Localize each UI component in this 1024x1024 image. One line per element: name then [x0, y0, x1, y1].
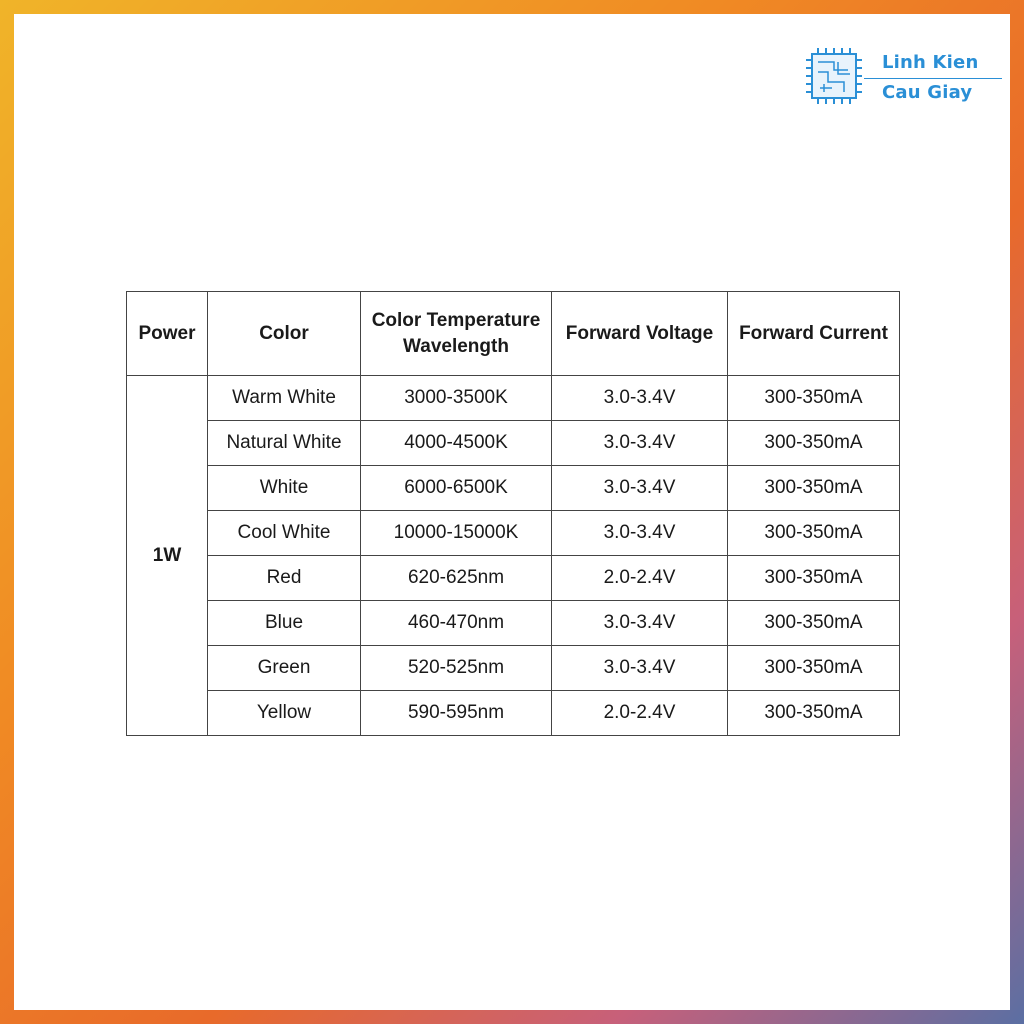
table-row: [127, 466, 900, 511]
temp-cell: 4000-4500K: [361, 421, 552, 466]
header-forward-voltage: Forward Voltage: [552, 292, 728, 376]
current-cell: 300-350mA: [728, 376, 900, 421]
brand-name-line2: Cau Giay: [882, 82, 973, 103]
voltage-cell: 3.0-3.4V: [552, 511, 728, 556]
temp-cell: 520-525nm: [361, 646, 552, 691]
brand-logo: [796, 36, 1006, 116]
voltage-cell: 3.0-3.4V: [552, 421, 728, 466]
header-color: Color: [208, 292, 361, 376]
color-cell: Natural White: [208, 421, 361, 466]
header-forward-current: Forward Current: [728, 292, 900, 376]
led-spec-table: [126, 291, 900, 736]
table-header-row: [127, 292, 900, 376]
header-color-temperature-line2: Wavelength: [403, 335, 509, 357]
table-row: [127, 601, 900, 646]
table-row: [127, 421, 900, 466]
current-cell: 300-350mA: [728, 556, 900, 601]
table-row: [127, 646, 900, 691]
color-cell: Red: [208, 556, 361, 601]
temp-cell: 6000-6500K: [361, 466, 552, 511]
color-cell: White: [208, 466, 361, 511]
color-cell: Yellow: [208, 691, 361, 736]
color-cell: Green: [208, 646, 361, 691]
chip-icon: [804, 46, 864, 106]
table-row: [127, 376, 900, 421]
table-row: [127, 511, 900, 556]
voltage-cell: 3.0-3.4V: [552, 466, 728, 511]
temp-cell: 10000-15000K: [361, 511, 552, 556]
header-color-temperature: [361, 292, 552, 376]
color-cell: Cool White: [208, 511, 361, 556]
power-cell: 1W: [127, 376, 208, 736]
brand-divider: [864, 78, 1002, 79]
current-cell: 300-350mA: [728, 691, 900, 736]
brand-name-line1: Linh Kien: [882, 52, 979, 73]
temp-cell: 460-470nm: [361, 601, 552, 646]
header-power: Power: [127, 292, 208, 376]
table-row: [127, 556, 900, 601]
voltage-cell: 3.0-3.4V: [552, 376, 728, 421]
current-cell: 300-350mA: [728, 511, 900, 556]
product-image-card: [14, 14, 1010, 1010]
current-cell: 300-350mA: [728, 601, 900, 646]
voltage-cell: 3.0-3.4V: [552, 601, 728, 646]
color-cell: Warm White: [208, 376, 361, 421]
temp-cell: 3000-3500K: [361, 376, 552, 421]
color-cell: Blue: [208, 601, 361, 646]
current-cell: 300-350mA: [728, 421, 900, 466]
voltage-cell: 2.0-2.4V: [552, 691, 728, 736]
header-color-temperature-line1: Color Temperature: [371, 309, 541, 331]
current-cell: 300-350mA: [728, 646, 900, 691]
voltage-cell: 2.0-2.4V: [552, 556, 728, 601]
current-cell: 300-350mA: [728, 466, 900, 511]
voltage-cell: 3.0-3.4V: [552, 646, 728, 691]
temp-cell: 590-595nm: [361, 691, 552, 736]
temp-cell: 620-625nm: [361, 556, 552, 601]
table-row: [127, 691, 900, 736]
